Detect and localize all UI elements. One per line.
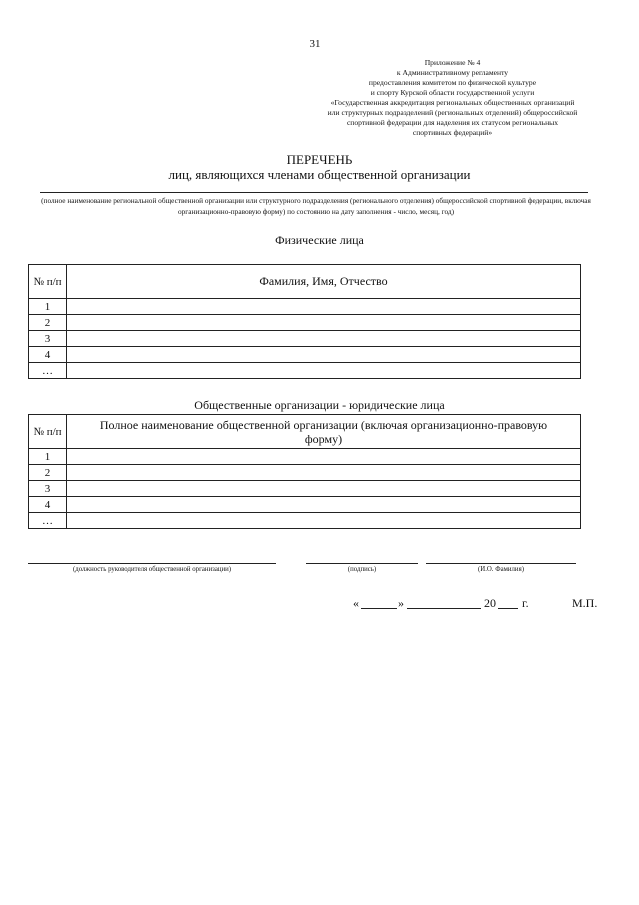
page-number: 31 bbox=[309, 38, 321, 50]
year-prefix: 20 bbox=[484, 596, 496, 610]
document-subtitle: лиц, являющихся членами общественной организации bbox=[168, 167, 471, 182]
appendix-line: и спорту Курской области государственной услуги bbox=[370, 88, 535, 97]
row-number: … bbox=[29, 363, 67, 379]
appendix-line: спортивных федераций» bbox=[412, 128, 493, 137]
organizations-table bbox=[28, 414, 581, 529]
table-row bbox=[29, 363, 581, 379]
name-cell[interactable] bbox=[67, 299, 581, 315]
date-open-quote: « bbox=[353, 596, 359, 610]
appendix-line: предоставления комитетом по физической культуре bbox=[368, 78, 537, 87]
name-cell[interactable] bbox=[67, 363, 581, 379]
day-blank[interactable] bbox=[361, 608, 397, 609]
appendix-line: «Государственная аккредитация региональных общественных организаций bbox=[330, 98, 575, 107]
table-row bbox=[29, 481, 581, 497]
appendix-block bbox=[300, 58, 605, 138]
row-number: 2 bbox=[29, 465, 67, 481]
document-title: ПЕРЕЧЕНЬ bbox=[286, 152, 353, 167]
column-header-number: № п/п bbox=[29, 415, 67, 449]
full-name-label: (И.О. Фамилия) bbox=[478, 566, 524, 573]
table-header-row bbox=[29, 415, 581, 449]
individuals-title: Физические лица bbox=[275, 233, 364, 247]
year-suffix: г. bbox=[522, 596, 529, 610]
row-number: 2 bbox=[29, 315, 67, 331]
individuals-table bbox=[28, 264, 581, 379]
name-cell[interactable] bbox=[67, 331, 581, 347]
organization-name-cell[interactable] bbox=[67, 481, 581, 497]
table-row bbox=[29, 465, 581, 481]
organization-caption: (полное наименование региональной общественной организации или структурного подразделения (регионального отделения) общероссийской спортивной федерации, включая организационно-правовую форму) по состоянию на дату заполнения - число, месяц, год) bbox=[41, 196, 591, 216]
appendix-line: к Административному регламенту bbox=[396, 68, 509, 77]
column-header-number: № п/п bbox=[29, 265, 67, 299]
row-number: 3 bbox=[29, 331, 67, 347]
appendix-line: или структурных подразделений (региональных отделений) общероссийской bbox=[327, 108, 578, 117]
table-row bbox=[29, 449, 581, 465]
row-number: … bbox=[29, 513, 67, 529]
organization-name-cell[interactable] bbox=[67, 513, 581, 529]
column-header-full-name: Фамилия, Имя, Отчество bbox=[67, 265, 581, 299]
row-number: 4 bbox=[29, 497, 67, 513]
appendix-line: Приложение № 4 bbox=[424, 58, 481, 67]
table-row bbox=[29, 497, 581, 513]
organizations-title: Общественные организации - юридические лица bbox=[194, 398, 445, 412]
stamp-placeholder: М.П. bbox=[572, 596, 598, 610]
position-label: (должность руководителя общественной организации) bbox=[72, 566, 232, 573]
table-header-row bbox=[29, 265, 581, 299]
table-row bbox=[29, 299, 581, 315]
date-close-quote: » bbox=[398, 596, 404, 610]
row-number: 3 bbox=[29, 481, 67, 497]
table-row bbox=[29, 513, 581, 529]
name-cell[interactable] bbox=[67, 347, 581, 363]
column-header-organization-name: Полное наименование общественной организации (включая организационно-правовую форму) bbox=[67, 415, 581, 449]
month-blank[interactable] bbox=[407, 608, 481, 609]
row-number: 1 bbox=[29, 449, 67, 465]
name-cell[interactable] bbox=[67, 315, 581, 331]
appendix-line: спортивной федерации для наделения их статусом региональных bbox=[346, 118, 559, 127]
row-number: 4 bbox=[29, 347, 67, 363]
organization-name-cell[interactable] bbox=[67, 449, 581, 465]
signature-label: (подпись) bbox=[347, 566, 377, 573]
full-name-line[interactable] bbox=[426, 563, 576, 564]
table-row bbox=[29, 315, 581, 331]
signature-line[interactable] bbox=[306, 563, 418, 564]
organization-name-cell[interactable] bbox=[67, 465, 581, 481]
row-number: 1 bbox=[29, 299, 67, 315]
table-row bbox=[29, 347, 581, 363]
year-blank[interactable] bbox=[498, 608, 518, 609]
organization-name-line[interactable] bbox=[40, 192, 588, 193]
table-row bbox=[29, 331, 581, 347]
position-line[interactable] bbox=[28, 563, 276, 564]
organization-name-cell[interactable] bbox=[67, 497, 581, 513]
